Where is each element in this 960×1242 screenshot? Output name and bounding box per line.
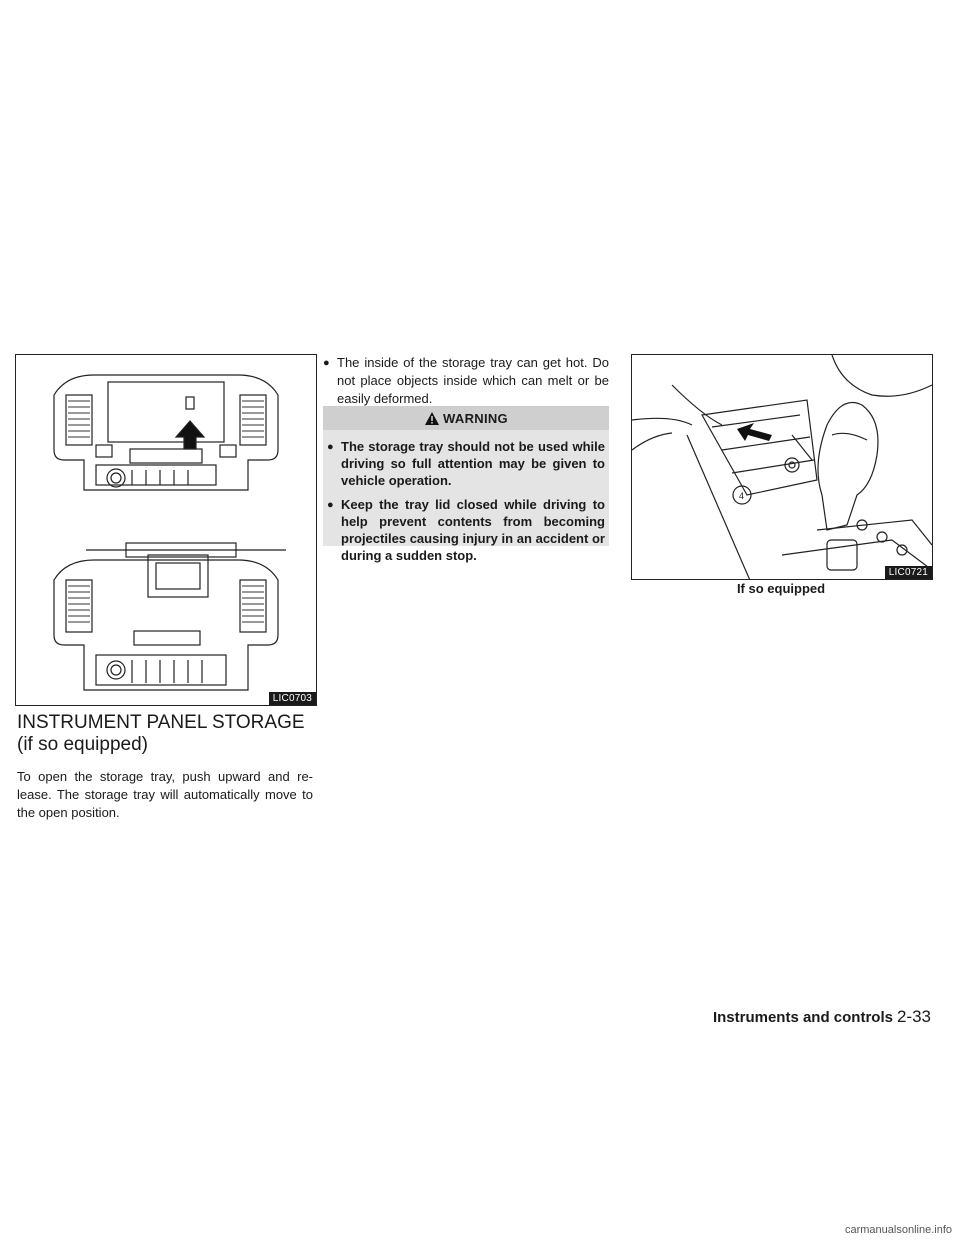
warning-box: [323, 406, 609, 563]
footer-section-title: Instruments and controls: [712, 1009, 893, 1026]
warning-title: WARNING: [443, 410, 508, 426]
bullet-icon: ●: [327, 441, 334, 453]
warning-item-text: The storage tray should not be used while driving so full attention may be given to vehicle operation.: [341, 439, 605, 488]
warning-triangle-icon: [424, 411, 440, 426]
warning-list: [323, 430, 609, 564]
page-number: 2-33: [896, 1007, 931, 1026]
svg-text:4: 4: [739, 491, 745, 501]
section-title: INSTRUMENT PANEL STORAGE (if so equipped): [17, 712, 305, 755]
figure-code: LIC0721: [885, 566, 932, 579]
bullet-icon: ●: [327, 499, 334, 511]
warning-item: [327, 438, 605, 489]
figure-caption: If so equipped: [736, 581, 826, 596]
warning-header: [323, 406, 609, 430]
section-paragraph: To open the storage tray, push upward and re-lease. The storage tray will automatically move to the open position.: [17, 769, 313, 820]
console-tray-illustration: [632, 355, 932, 579]
info-bullet: [323, 354, 609, 408]
console-tray-figure: [631, 354, 933, 580]
bullet-icon: ●: [323, 357, 330, 369]
info-bullet-text: The inside of the storage tray can get hot. Do not place objects inside which can melt or be easily deformed.: [337, 355, 609, 406]
warning-item-text: Keep the tray lid closed while driving to help prevent contents from becoming projectiles causing injury in an accident or during a sudden stop.: [341, 497, 605, 563]
figure-code: LIC0703: [269, 692, 316, 705]
instrument-panel-figure: [15, 354, 317, 706]
instrument-panel-illustration: [16, 355, 316, 705]
warning-item: [327, 496, 605, 564]
watermark: carmanualsonline.info: [844, 1224, 952, 1236]
page-footer: [713, 1007, 931, 1027]
